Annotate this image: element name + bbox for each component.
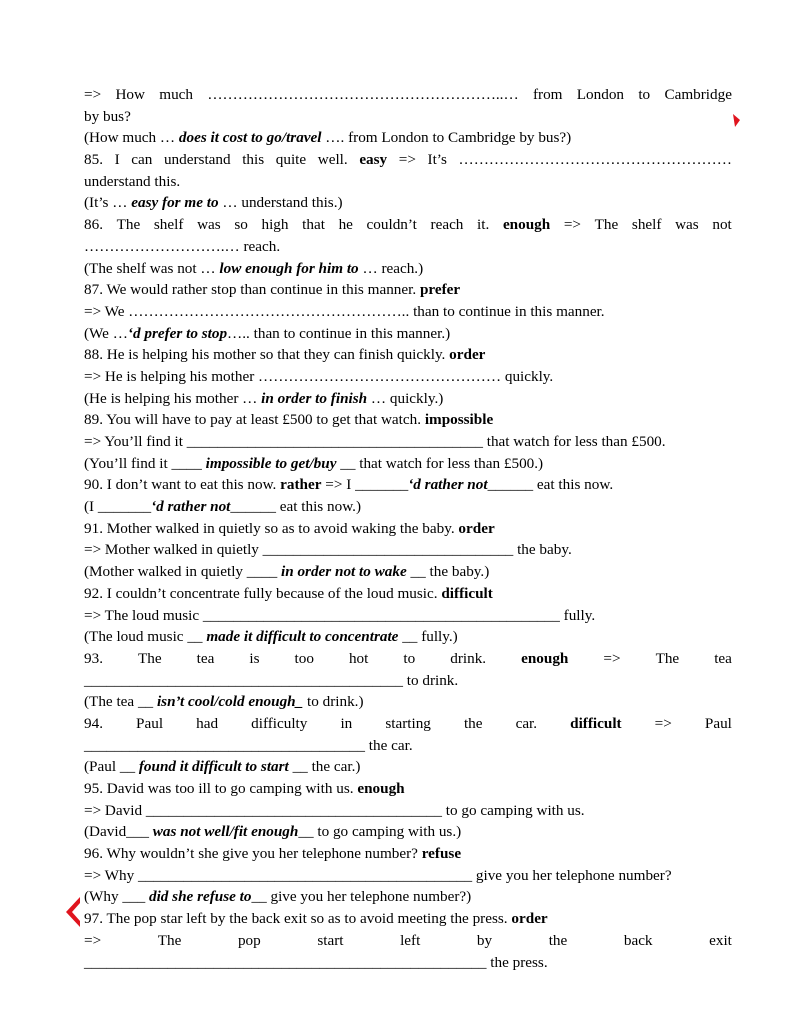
word: Paul — [136, 714, 164, 732]
word: => — [654, 714, 672, 732]
word: from — [532, 86, 563, 103]
text-line — [84, 127, 732, 149]
line-text: __ to go camping with us.) — [298, 823, 462, 841]
line-text: (The loud music __ — [84, 628, 207, 646]
text-line — [84, 171, 732, 193]
keyword: enough — [502, 216, 551, 234]
word: => — [563, 216, 581, 234]
text-line — [84, 735, 732, 757]
answer-text: found it difficult to start — [138, 758, 289, 776]
line-text: ______ eat this now. — [487, 476, 614, 494]
word: the — [463, 714, 483, 732]
word: left — [400, 931, 421, 949]
word: pop — [237, 931, 261, 949]
line-text: (It’s … — [84, 194, 132, 212]
text-line — [84, 952, 732, 974]
word: hot — [348, 649, 369, 667]
exercise-document — [84, 84, 732, 973]
text-line — [84, 236, 732, 258]
answer-text: ‘d prefer to stop — [127, 324, 228, 342]
keyword: order — [511, 910, 548, 928]
line-text: => David _______________________________________ to go camping with us. — [84, 801, 585, 819]
line-text: (He is helping his mother … — [84, 389, 262, 407]
text-line — [84, 258, 732, 280]
text-line — [84, 192, 732, 214]
word: to — [638, 86, 651, 103]
word: It’s — [427, 151, 447, 169]
line-text: understand this. — [84, 172, 181, 190]
word: 93. — [84, 649, 103, 667]
text-line — [84, 474, 732, 496]
line-text: => I _______ — [321, 476, 409, 494]
text-line — [84, 778, 732, 800]
line-text: (You’ll find it ____ — [84, 454, 206, 472]
text-line — [84, 431, 732, 453]
keyword: prefer — [419, 281, 461, 299]
word: Cambridge — [664, 86, 732, 103]
word: London — [576, 86, 625, 103]
text-line — [84, 149, 732, 171]
word: back — [623, 931, 653, 949]
line-text: => We ……………………………………………….. than to continue in this manner. — [84, 302, 605, 320]
answer-text: easy for me to — [131, 194, 219, 212]
word: had — [196, 714, 219, 732]
word: car. — [515, 714, 538, 732]
answer-text: low enough for him to — [219, 259, 359, 277]
line-text: (Mother walked in quietly ____ — [84, 563, 281, 581]
word: reach — [430, 216, 464, 234]
word: …………………………………………………..… — [207, 86, 519, 103]
text-line — [84, 583, 732, 605]
word: The — [116, 216, 141, 234]
line-text: _____________________________________________________ the press. — [84, 953, 548, 971]
word: start — [317, 931, 344, 949]
word: quite — [275, 151, 307, 169]
keyword: order — [458, 519, 495, 537]
text-line — [84, 84, 732, 106]
text-line — [84, 605, 732, 627]
word: so — [234, 216, 248, 234]
word: tea — [196, 649, 215, 667]
word: that — [302, 216, 325, 234]
word: in — [340, 714, 353, 732]
answer-text: impossible to get/buy — [205, 454, 337, 472]
line-text: 91. Mother walked in quietly so as to avoid waking the baby. — [84, 519, 459, 537]
word: shelf — [153, 216, 184, 234]
word: much — [159, 86, 194, 103]
word: can — [131, 151, 153, 169]
text-line — [84, 691, 732, 713]
line-text: __ that watch for less than £500.) — [336, 454, 544, 472]
line-text: => Mother walked in quietly _________________________________ the baby. — [84, 541, 572, 559]
line-text: => You’ll find it _______________________________________ that watch for less than £500. — [84, 433, 666, 450]
text-line — [84, 821, 732, 843]
red-chevron-icon — [64, 897, 82, 927]
text-line — [84, 323, 732, 345]
line-text: (We … — [84, 324, 128, 342]
word: How — [115, 86, 145, 103]
text-line — [84, 561, 732, 583]
text-line — [84, 214, 732, 236]
text-line — [84, 626, 732, 648]
word: starting — [385, 714, 431, 732]
word: too — [294, 649, 314, 667]
text-line — [84, 388, 732, 410]
word: => — [84, 86, 102, 103]
line-text: => He is helping his mother ………………………………………… quickly. — [84, 367, 554, 385]
text-line — [84, 648, 732, 670]
line-text: __ the car.) — [288, 758, 361, 776]
line-text: 90. I don’t want to eat this now. — [84, 476, 281, 494]
answer-text: made it difficult to concentrate — [206, 628, 399, 646]
text-line — [84, 279, 732, 301]
answer-text: in order to finish — [261, 389, 368, 407]
word: difficulty — [251, 714, 308, 732]
word: 94. — [84, 714, 103, 732]
answer-text: in order not to wake — [280, 563, 407, 581]
red-arrow-icon — [733, 114, 741, 128]
line-text: => The loud music _______________________________________________ fully. — [84, 606, 596, 624]
word: to — [403, 649, 416, 667]
text-line — [84, 409, 732, 431]
keyword: difficult — [441, 584, 493, 602]
word: The — [655, 649, 680, 667]
line-text: _____________________________________ the car. — [84, 736, 413, 754]
line-text: (David___ — [84, 823, 153, 841]
line-text: 95. David was too ill to go camping with us. — [84, 780, 358, 797]
text-line — [84, 539, 732, 561]
line-text: …. from London to Cambridge by bus?) — [321, 129, 572, 147]
word: 85. — [84, 151, 103, 169]
keyword: impossible — [424, 411, 494, 429]
line-text: ….. than to continue in this manner.) — [227, 324, 451, 342]
text-line — [84, 366, 732, 388]
line-text: … reach.) — [358, 259, 424, 277]
keyword: enough — [521, 649, 569, 667]
word: the — [548, 931, 568, 949]
text-line — [84, 930, 732, 952]
line-text: ______ eat this now.) — [230, 498, 362, 516]
text-line — [84, 518, 732, 540]
word: I — [114, 151, 120, 169]
word: The — [157, 931, 182, 949]
text-line — [84, 301, 732, 323]
line-text: … understand this.) — [218, 194, 343, 212]
line-text: 96. Why wouldn’t she give you her telephone number? — [84, 845, 422, 863]
line-text: __ give you her telephone number?) — [251, 888, 472, 906]
line-text: __ fully.) — [398, 628, 458, 646]
text-line — [84, 843, 732, 865]
answer-text: ‘d rather not — [151, 498, 231, 516]
word: well. — [317, 151, 348, 169]
line-text: (The tea __ — [84, 693, 157, 711]
word: understand — [163, 151, 231, 169]
word: high — [261, 216, 289, 234]
line-text: __________________________________________ to drink. — [84, 671, 459, 689]
word: => — [603, 649, 621, 667]
text-line — [84, 865, 732, 887]
word: by — [476, 931, 493, 949]
word: he — [338, 216, 353, 234]
word: couldn’t — [366, 216, 417, 234]
keyword: refuse — [421, 845, 462, 863]
word: not — [712, 216, 732, 234]
answer-text: does it cost to go/travel — [178, 129, 322, 147]
line-text: to drink.) — [303, 693, 364, 711]
keyword: rather — [280, 476, 322, 494]
line-text: __ the baby.) — [406, 563, 490, 581]
word: was — [197, 216, 221, 234]
text-line — [84, 670, 732, 692]
word: it. — [477, 216, 490, 234]
answer-text: was not well/fit enough — [152, 823, 299, 841]
line-text: (The shelf was not … — [84, 259, 220, 277]
text-line — [84, 886, 732, 908]
keyword: difficult — [570, 714, 622, 732]
text-line — [84, 800, 732, 822]
text-line — [84, 344, 732, 366]
answer-text: ‘d rather not — [408, 476, 488, 494]
text-line — [84, 106, 732, 128]
word: => — [84, 931, 102, 949]
line-text: (I _______ — [84, 498, 152, 516]
text-line — [84, 453, 732, 475]
line-text: 92. I couldn’t concentrate fully because of the loud music. — [84, 584, 442, 602]
word: was — [675, 216, 699, 234]
line-text: ……………………….… reach. — [84, 237, 281, 255]
word: is — [249, 649, 260, 667]
word: Paul — [704, 714, 732, 732]
text-line — [84, 908, 732, 930]
word: The — [594, 216, 619, 234]
word: shelf — [631, 216, 662, 234]
word: exit — [709, 931, 732, 949]
line-text: (How much … — [84, 129, 179, 147]
line-text: 88. He is helping his mother so that they can finish quickly. — [84, 346, 450, 364]
word: drink. — [450, 649, 487, 667]
text-line — [84, 756, 732, 778]
line-text: (Paul __ — [84, 758, 139, 776]
line-text: (Why ___ — [84, 888, 149, 906]
keyword: order — [449, 346, 486, 364]
line-text: by bus? — [84, 107, 131, 125]
line-text: 87. We would rather stop than continue in this manner. — [84, 281, 420, 299]
answer-text: did she refuse to — [148, 888, 252, 906]
word: tea — [714, 649, 732, 667]
line-text: … quickly.) — [367, 389, 444, 407]
text-line — [84, 496, 732, 518]
word: => — [398, 151, 416, 169]
keyword: enough — [357, 780, 405, 797]
word: 86. — [84, 216, 103, 234]
line-text: 89. You will have to pay at least £500 to get that watch. — [84, 411, 425, 429]
line-text: => Why ____________________________________________ give you her telephone number? — [84, 866, 672, 884]
word: this — [242, 151, 265, 169]
word: The — [138, 649, 162, 667]
word: ……………………………………………… — [458, 151, 732, 169]
line-text: 97. The pop star left by the back exit so as to avoid meeting the press. — [84, 910, 512, 928]
answer-text: isn’t cool/cold enough_ — [156, 693, 304, 711]
text-line — [84, 713, 732, 735]
keyword: easy — [359, 151, 388, 169]
